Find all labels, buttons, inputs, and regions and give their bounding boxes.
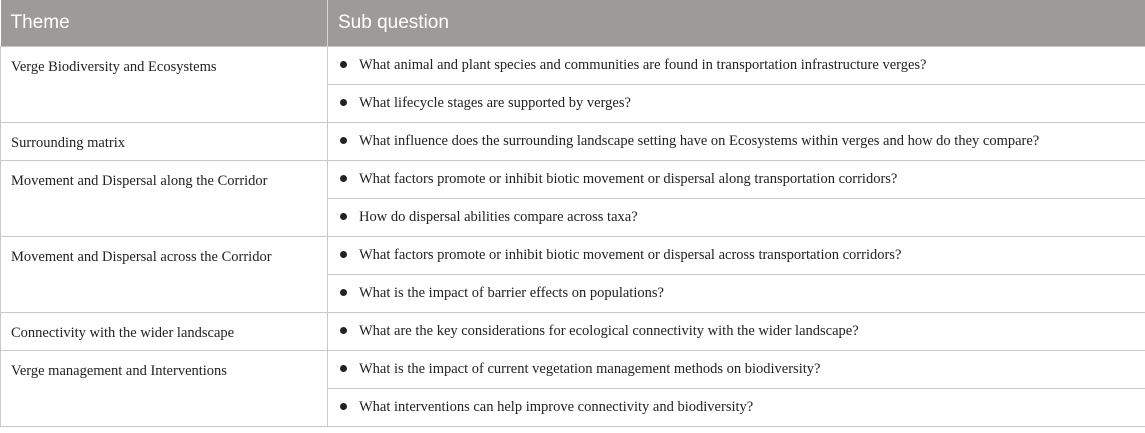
theme-cell: Movement and Dispersal across the Corridor <box>1 236 328 312</box>
bullet-icon <box>340 137 347 144</box>
sub-question-cell <box>328 122 1145 160</box>
sub-question-cell <box>328 388 1145 426</box>
table-row <box>1 160 1145 198</box>
table-row <box>1 350 1145 388</box>
sub-question-text: What lifecycle stages are supported by verges? <box>359 94 631 111</box>
header-row <box>1 0 1145 46</box>
bullet-icon <box>340 327 347 334</box>
sub-question-column-header: Sub question <box>328 0 1145 46</box>
bullet-icon <box>340 403 347 410</box>
sub-question-cell <box>328 274 1145 312</box>
theme-cell: Verge Biodiversity and Ecosystems <box>1 46 328 122</box>
sub-question-text: What factors promote or inhibit biotic movement or dispersal across transportation corridors? <box>359 246 902 263</box>
table-row <box>1 46 1145 84</box>
bullet-icon <box>340 175 347 182</box>
sub-question-cell <box>328 46 1145 84</box>
sub-question-cell <box>328 160 1145 198</box>
sub-question-text: What animal and plant species and communities are found in transportation infrastructure verges? <box>359 56 927 73</box>
theme-cell: Movement and Dispersal along the Corridor <box>1 160 328 236</box>
sub-question-cell <box>328 312 1145 350</box>
sub-question-text: What is the impact of current vegetation management methods on biodiversity? <box>359 360 821 377</box>
table-row <box>1 122 1145 160</box>
theme-column-header: Theme <box>1 0 328 46</box>
sub-question-text: What factors promote or inhibit biotic movement or dispersal along transportation corridors? <box>359 170 898 187</box>
bullet-icon <box>340 213 347 220</box>
sub-question-text: What influence does the surrounding landscape setting have on Ecosystems within verges and how do they compare? <box>359 132 1040 149</box>
sub-question-text: What interventions can help improve connectivity and biodiversity? <box>359 398 754 415</box>
bullet-icon <box>340 99 347 106</box>
sub-question-text: How do dispersal abilities compare across taxa? <box>359 208 638 225</box>
table-row <box>1 312 1145 350</box>
bullet-icon <box>340 289 347 296</box>
sub-question-cell <box>328 350 1145 388</box>
theme-cell: Surrounding matrix <box>1 122 328 160</box>
sub-question-text: What is the impact of barrier effects on populations? <box>359 284 664 301</box>
bullet-icon <box>340 61 347 68</box>
bullet-icon <box>340 251 347 258</box>
theme-cell: Connectivity with the wider landscape <box>1 312 328 350</box>
bullet-icon <box>340 365 347 372</box>
sub-question-text: What are the key considerations for ecological connectivity with the wider landscape? <box>359 322 859 339</box>
theme-cell: Verge management and Interventions <box>1 350 328 426</box>
table-row <box>1 236 1145 274</box>
sub-question-cell <box>328 236 1145 274</box>
sub-question-cell <box>328 84 1145 122</box>
sub-question-cell <box>328 198 1145 236</box>
